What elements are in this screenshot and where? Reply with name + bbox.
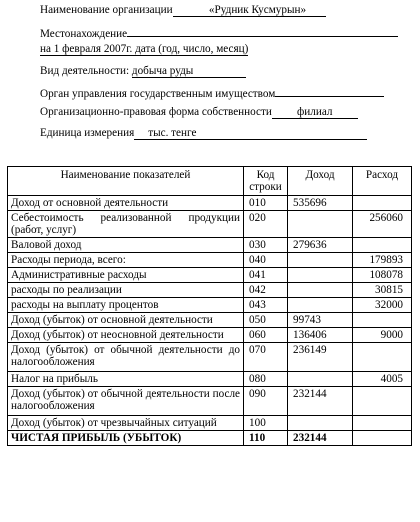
row-code: 090	[244, 387, 288, 416]
row-code: 040	[244, 253, 288, 268]
table-row	[8, 298, 412, 313]
row-income	[288, 298, 353, 313]
activity-label: Вид деятельности:	[40, 65, 130, 77]
org-value: «Рудник Кусмурын»	[173, 4, 326, 17]
table-row	[8, 372, 412, 387]
row-income	[288, 372, 353, 387]
row-expense: 9000	[353, 328, 412, 343]
org-line	[40, 4, 326, 17]
row-name: Доход (убыток) от обычной деятельности до налогообложения	[8, 343, 244, 372]
row-name: расходы по реализации	[8, 283, 244, 298]
table-header-row	[8, 167, 412, 196]
row-code: 060	[244, 328, 288, 343]
row-name: Налог на прибыль	[8, 372, 244, 387]
table-row	[8, 416, 412, 431]
row-expense	[353, 313, 412, 328]
legal-form-value: филиал	[272, 106, 358, 119]
row-code: 100	[244, 416, 288, 431]
unit-label: Единица измерения	[40, 127, 135, 139]
row-name: Доход (убыток) от обычной деятельности после налогообложения	[8, 387, 244, 416]
row-name: Доход (убыток) от чрезвычайных ситуаций	[8, 416, 244, 431]
row-income: 232144	[288, 431, 353, 446]
row-name: ЧИСТАЯ ПРИБЫЛЬ (УБЫТОК)	[8, 431, 244, 446]
location-label: Местонахождение	[40, 28, 128, 40]
table-row	[8, 268, 412, 283]
row-expense: 4005	[353, 372, 412, 387]
table-row	[8, 211, 412, 238]
table-row-total	[8, 431, 412, 446]
row-code: 110	[244, 431, 288, 446]
table-row	[8, 253, 412, 268]
row-code: 041	[244, 268, 288, 283]
row-expense: 108078	[353, 268, 412, 283]
col-header-income: Доход	[288, 167, 353, 196]
row-expense: 179893	[353, 253, 412, 268]
row-expense: 256060	[353, 211, 412, 238]
row-name: Доход от основной деятельности	[8, 196, 244, 211]
row-code: 080	[244, 372, 288, 387]
row-income	[288, 211, 353, 238]
row-name: Валовой доход	[8, 238, 244, 253]
location-blank	[127, 25, 398, 37]
row-expense	[353, 343, 412, 372]
col-header-expense: Расход	[353, 167, 412, 196]
legal-form-line	[40, 106, 358, 119]
row-name: Себестоимость реализованной продукции (работ, услуг)	[8, 211, 244, 238]
row-expense	[353, 416, 412, 431]
row-income: 99743	[288, 313, 353, 328]
row-income: 136406	[288, 328, 353, 343]
table-row	[8, 387, 412, 416]
row-code: 042	[244, 283, 288, 298]
income-statement-table	[7, 166, 412, 446]
row-expense	[353, 238, 412, 253]
row-code: 020	[244, 211, 288, 238]
unit-value: тыс. тенге	[134, 127, 367, 140]
row-income: 236149	[288, 343, 353, 372]
row-expense: 30815	[353, 283, 412, 298]
date-text: на 1 февраля 2007г. дата (год, число, месяц)	[40, 43, 249, 55]
table-row	[8, 238, 412, 253]
row-income: 279636	[288, 238, 353, 253]
row-name: Расходы периода, всего:	[8, 253, 244, 268]
row-income	[288, 253, 353, 268]
activity-line	[40, 65, 246, 78]
row-code: 030	[244, 238, 288, 253]
authority-label: Орган управления государственным имуществом	[40, 88, 276, 100]
row-income	[288, 268, 353, 283]
table-row	[8, 313, 412, 328]
row-income: 232144	[288, 387, 353, 416]
row-name: Административные расходы	[8, 268, 244, 283]
row-income: 535696	[288, 196, 353, 211]
unit-line	[40, 127, 367, 140]
col-header-name: Наименование показателей	[8, 167, 244, 196]
authority-line	[40, 85, 384, 101]
row-code: 070	[244, 343, 288, 372]
org-label: Наименование организации	[40, 4, 173, 16]
row-income	[288, 416, 353, 431]
row-code: 010	[244, 196, 288, 211]
row-name: Доход (убыток) от основной деятельности	[8, 313, 244, 328]
table-row	[8, 283, 412, 298]
table-row	[8, 328, 412, 343]
activity-value: добыча руды	[132, 65, 247, 78]
row-code: 050	[244, 313, 288, 328]
legal-form-label: Организационно-правовая форма собственности	[40, 106, 272, 118]
col-header-code: Код строки	[244, 167, 288, 196]
row-expense: 32000	[353, 298, 412, 313]
row-income	[288, 283, 353, 298]
authority-blank	[275, 85, 384, 97]
row-name: расходы на выплату процентов	[8, 298, 244, 313]
row-expense	[353, 196, 412, 211]
row-code: 043	[244, 298, 288, 313]
row-name: Доход (убыток) от неосновной деятельности	[8, 328, 244, 343]
row-expense	[353, 387, 412, 416]
table-row	[8, 196, 412, 211]
row-expense	[353, 431, 412, 446]
location-line	[40, 25, 398, 41]
date-line	[40, 43, 248, 56]
table-row	[8, 343, 412, 372]
